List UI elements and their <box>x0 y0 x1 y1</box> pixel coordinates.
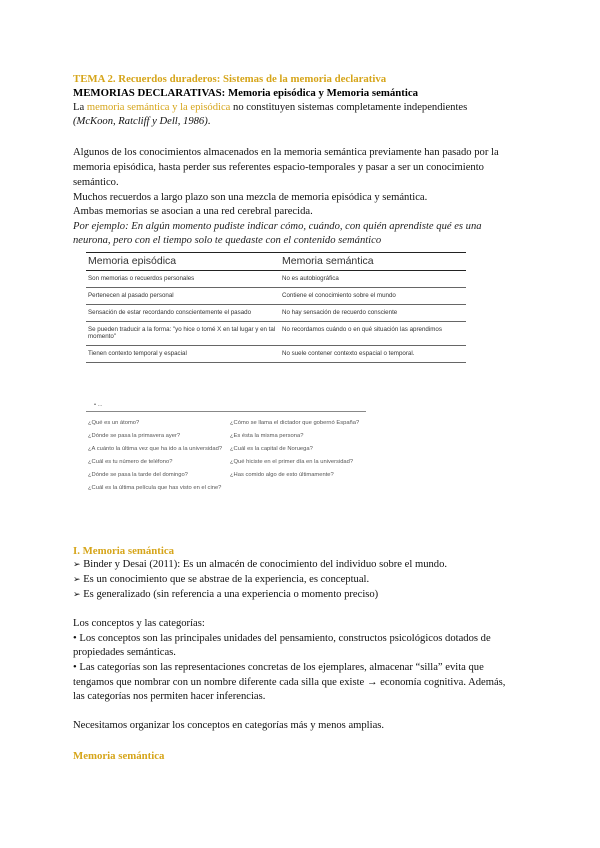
question-item: ¿Dónde se pasa la tarde del domingo? <box>88 472 188 478</box>
bullet-arrow-icon: ➢ <box>73 575 81 585</box>
table-row <box>86 271 466 288</box>
concepts-intro: Los conceptos y las categorías: <box>73 618 205 629</box>
question-item: ¿Qué es un átomo? <box>88 420 140 426</box>
bullet-text: Es un conocimiento que se abstrae de la experiencia, es conceptual. <box>83 574 370 585</box>
bullet-arrow-icon: ➢ <box>73 590 81 600</box>
question-item: ¿Dónde se pasa la primavera ayer? <box>88 433 181 439</box>
bullet-text: Binder y Desai (2011): Es un almacén de conocimiento del individuo sobre el mundo. <box>83 559 448 570</box>
table-cell: Se pueden traducir a la forma: "yo hice o tomé X en tal lugar y en tal momento" <box>86 322 280 346</box>
table-header-episodic: Memoria episódica <box>86 253 280 271</box>
table-cell: Pertenecen al pasado personal <box>86 288 280 305</box>
question-item: ¿A cuánto la última vez que ha ido a la universidad? <box>88 446 223 452</box>
questions-right-column <box>230 420 368 485</box>
section2-heading: Memoria semántica <box>73 750 165 762</box>
example-label: Por ejemplo <box>73 221 126 232</box>
para3: Ambas memorias se asocian a una red cerebral parecida. <box>73 206 313 217</box>
page-subtitle: MEMORIAS DECLARATIVAS: Memoria episódica y Memoria semántica <box>73 87 419 99</box>
section1-bullet-3 <box>73 588 378 602</box>
table-row <box>86 346 466 363</box>
question-item: ¿Cuál es la capital de Noruega? <box>230 446 313 452</box>
question-item: ¿Has comido algo de esto últimamente? <box>230 472 334 478</box>
table-cell: No hay sensación de recuerdo consciente <box>280 305 466 322</box>
table-header-semantic: Memoria semántica <box>280 253 466 271</box>
page-title: TEMA 2. Recuerdos duraderos: Sistemas de la memoria declarativa <box>73 73 387 85</box>
comparison-table <box>86 252 466 363</box>
question-item: ¿Cómo se llama el dictador que gobernó España? <box>230 420 360 426</box>
bullet-text: Es generalizado (sin referencia a una experiencia o momento preciso) <box>83 589 379 600</box>
concepts-bullet1-line2: propiedades semánticas. <box>73 647 176 658</box>
para1-line2: memoria episódica, hasta perder sus referentes espacio-temporales y pasar a ser un conocimiento <box>73 162 484 173</box>
example-text1: : En algún momento pudiste indicar cómo, cuándo, con quién aprendiste qué es una <box>125 221 482 232</box>
intro-highlight: memoria semántica y la episódica <box>86 102 231 113</box>
concepts-bullet2-line1: • Las categorías son las representaciones concretas de los ejemplares, almacenar “silla” evita que <box>73 662 484 673</box>
section1-heading: I. Memoria semántica <box>73 545 175 557</box>
table-cell: Contiene el conocimiento sobre el mundo <box>280 288 466 305</box>
table-row <box>86 305 466 322</box>
table-cell: Tienen contexto temporal y espacial <box>86 346 280 363</box>
question-item: ¿Qué hiciste en el primer día en la universidad? <box>230 459 354 465</box>
intro-pre: La <box>73 102 87 113</box>
intro-citation: (McKoon, Ratcliff y Dell, 1986) <box>73 116 208 127</box>
concepts-bullet2-line3: las categorías nos permiten hacer inferencias. <box>73 691 266 702</box>
para2: Muchos recuerdos a largo plazo son una mezcla de memoria episódica y semántica. <box>73 192 428 203</box>
intro-line <box>73 101 467 115</box>
closing-line: Necesitamos organizar los conceptos en categorías más y menos amplias. <box>73 720 385 731</box>
question-item: ¿Cuál es tu número de teléfono? <box>88 459 173 465</box>
bullet-arrow-icon: ➢ <box>73 560 81 570</box>
section1-bullet-1 <box>73 558 447 572</box>
concepts-bullet1-line1: • Los conceptos son las principales unidades del pensamiento, constructos psicológicos dotados de <box>73 633 491 644</box>
table-cell: No suele contener contexto espacial o temporal. <box>280 346 466 363</box>
table-row <box>86 322 466 346</box>
table-cell: Sensación de estar recordando conscientemente el pasado <box>86 305 280 322</box>
intro-post: no constituyen sistemas completamente independientes <box>230 102 468 113</box>
table-cell: Son memorias o recuerdos personales <box>86 271 280 288</box>
example-line2: neurona, pero con el tiempo solo te quedaste con el contenido semántico <box>73 235 382 246</box>
question-item: ¿Cuál es la última película que has visto en el cine? <box>88 485 222 491</box>
concepts-bullet2-line2: tengamos que nombrar con un nombre diferente cada silla que existe → economía cognitiva. Además, <box>73 677 506 688</box>
table-cell: No es autobiográfica <box>280 271 466 288</box>
table-row <box>86 288 466 305</box>
questions-divider <box>86 411 366 412</box>
intro-citation-end: . <box>207 116 211 127</box>
para1-line3: semántico. <box>73 177 119 188</box>
example-line1 <box>73 220 482 234</box>
intro-citation-line <box>73 115 210 129</box>
question-item: ¿Es ésta la misma persona? <box>230 433 304 439</box>
para1-line1: Algunos de los conocimientos almacenados en la memoria semántica previamente han pasado por la <box>73 147 499 158</box>
table-header-row <box>86 253 466 271</box>
table-cell: No recordamos cuándo o en qué situación las aprendimos <box>280 322 466 346</box>
section1-bullet-2 <box>73 573 369 587</box>
questions-left-column <box>88 420 226 498</box>
questions-header: • ... <box>94 402 103 408</box>
